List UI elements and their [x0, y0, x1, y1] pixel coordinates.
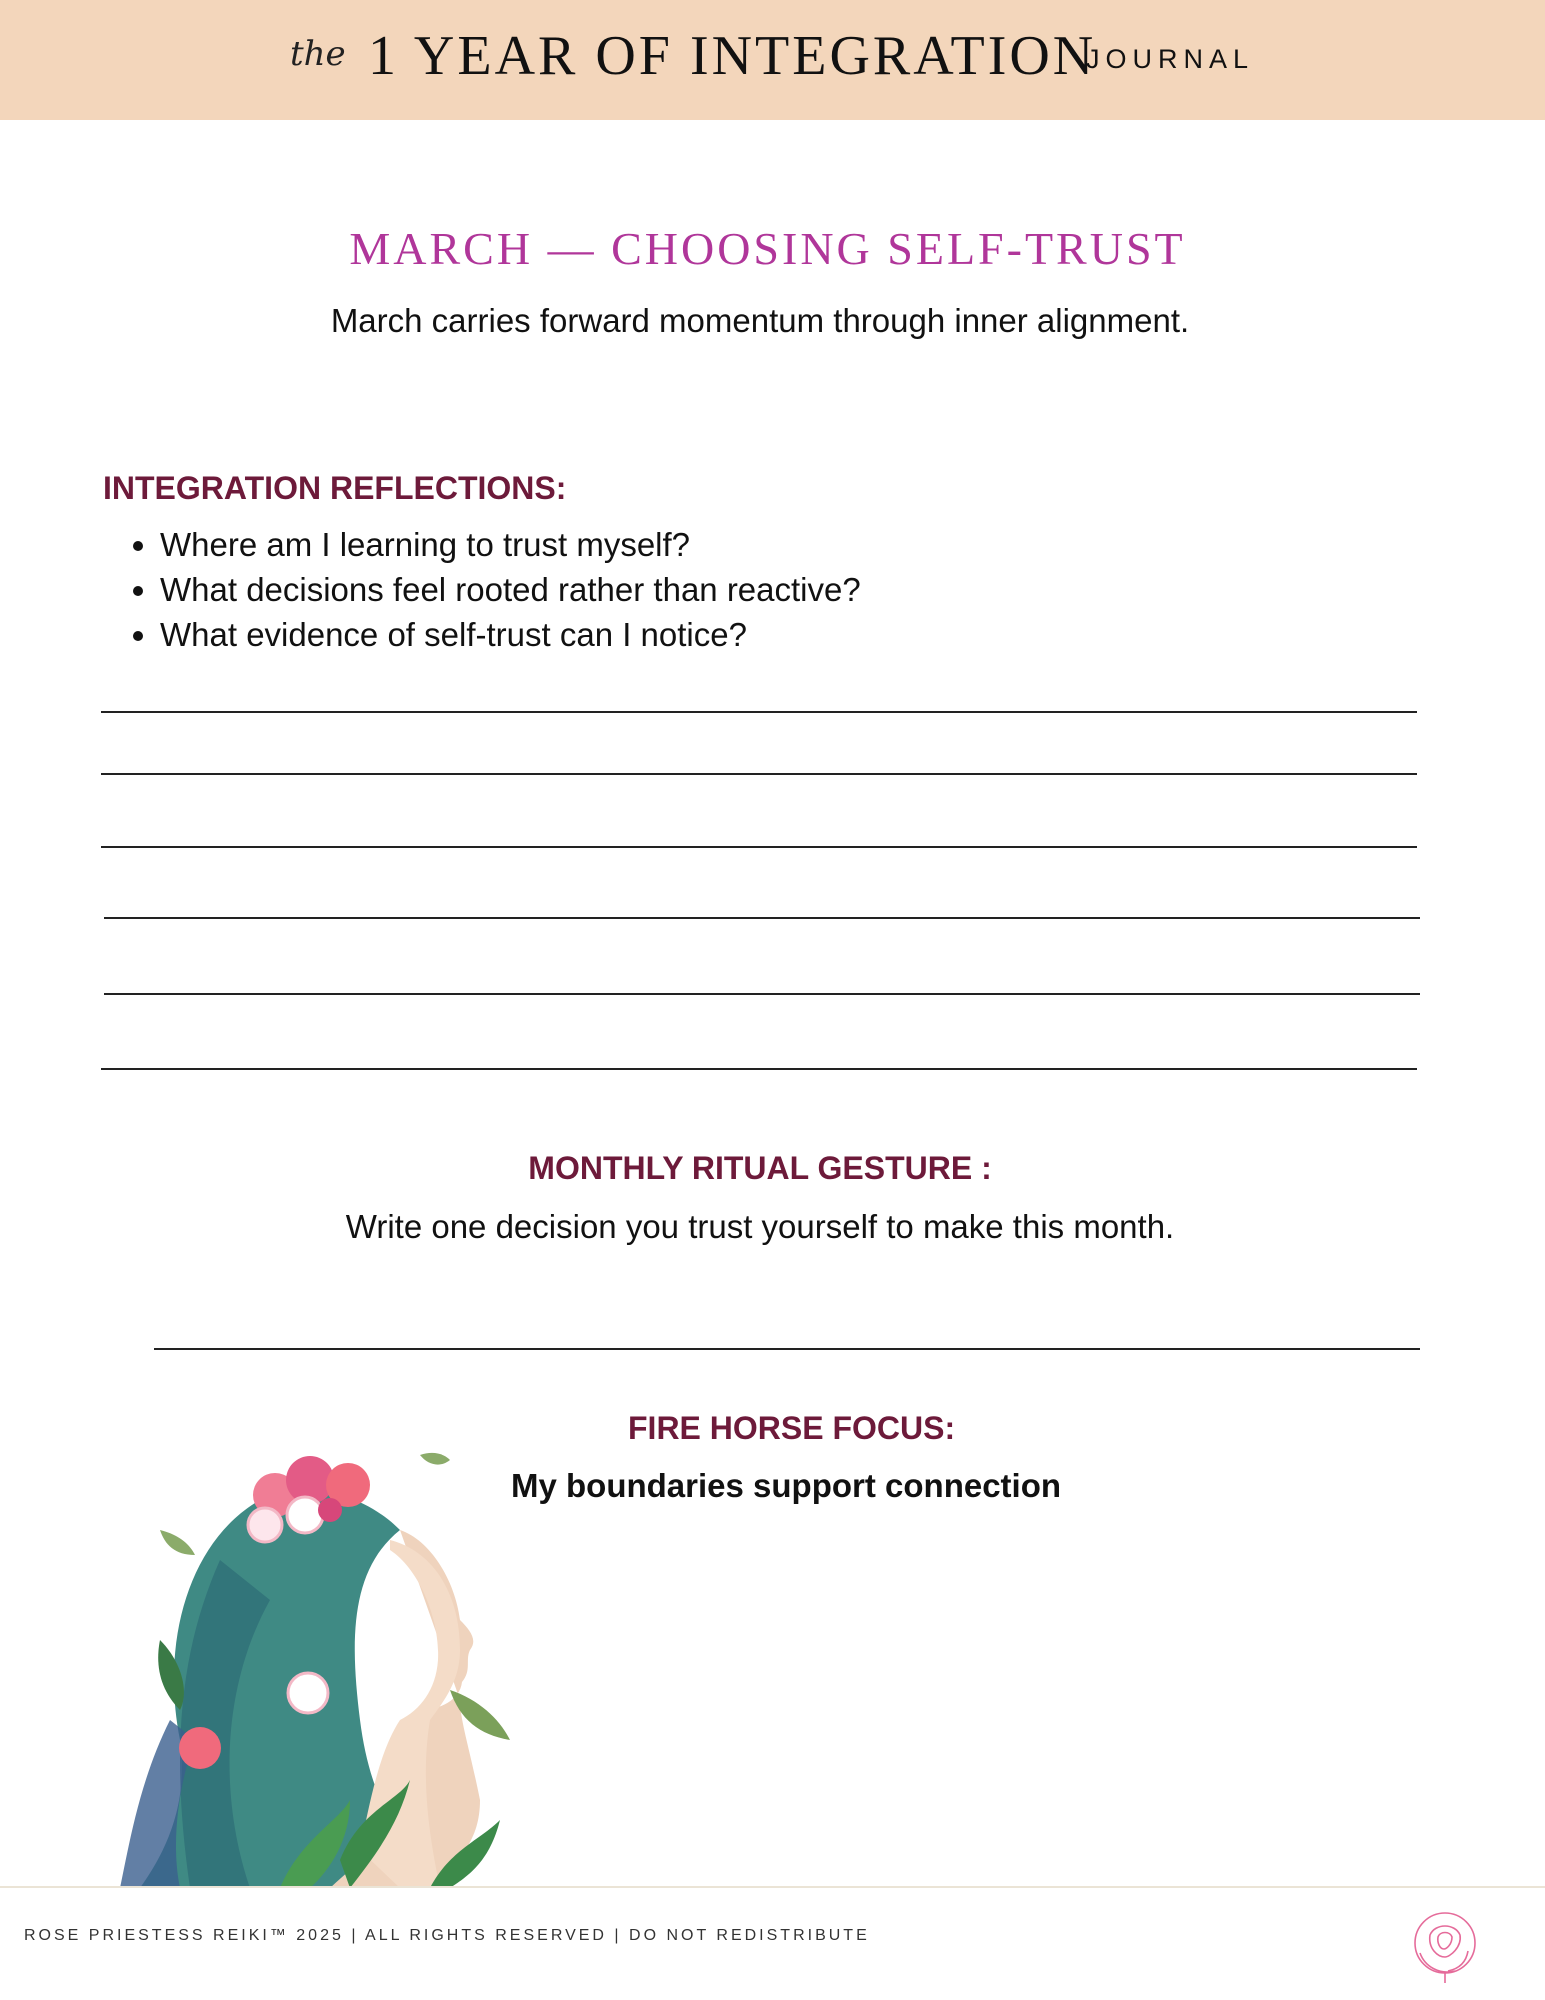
ritual-text: Write one decision you trust yourself to make this month. — [345, 1208, 1175, 1245]
writing-line[interactable] — [104, 917, 1420, 919]
writing-line[interactable] — [101, 711, 1417, 713]
writing-line[interactable] — [101, 773, 1417, 775]
header-suffix: JOURNAL — [1086, 44, 1255, 74]
reflection-prompt: • Where am I learning to trust myself? — [160, 522, 861, 567]
header-banner — [0, 0, 1545, 120]
month-intro: March carries forward momentum through inner alignment. — [330, 302, 1190, 339]
reflection-prompt: • What decisions feel rooted rather than reactive? — [160, 567, 861, 612]
reflections-heading: INTEGRATION REFLECTIONS: — [103, 470, 567, 506]
woman-with-flower-crown-illustration — [100, 1420, 580, 1888]
header-prefix: the — [290, 34, 346, 74]
footer-divider — [0, 1886, 1545, 1888]
writing-line[interactable] — [101, 846, 1417, 848]
fire-horse-focus-heading: FIRE HORSE FOCUS: — [628, 1410, 956, 1446]
writing-line[interactable] — [104, 993, 1420, 995]
reflection-prompt: • What evidence of self-trust can I notice? — [160, 612, 861, 657]
fire-horse-focus-text: My boundaries support connection — [511, 1467, 1062, 1504]
ritual-writing-line[interactable] — [154, 1348, 1420, 1350]
month-title: MARCH — CHOOSING SELF-TRUST — [349, 223, 1186, 274]
ritual-heading: MONTHLY RITUAL GESTURE : — [528, 1150, 992, 1186]
journal-title: 1 YEAR OF INTEGRATION — [368, 25, 1097, 87]
reflection-prompts — [125, 522, 861, 657]
writing-line[interactable] — [101, 1068, 1417, 1070]
footer-copyright: ROSE PRIESTESS REIKI™ 2025 | ALL RIGHTS RESERVED | DO NOT REDISTRIBUTE — [24, 1927, 870, 1944]
rose-logo-icon — [1400, 1905, 1490, 1985]
